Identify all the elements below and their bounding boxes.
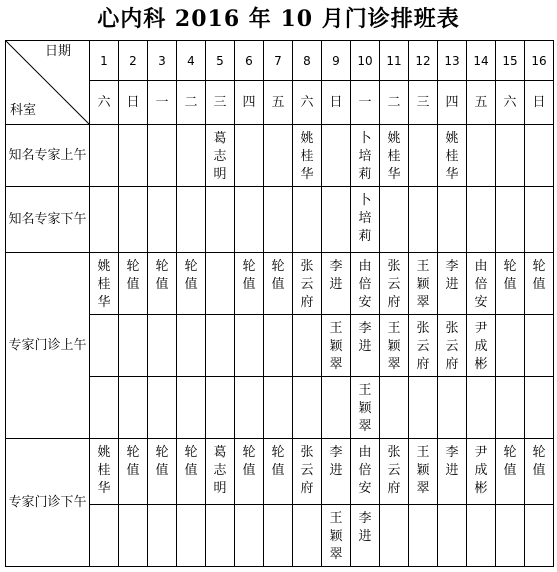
day-number-row: [6, 41, 554, 81]
schedule-row: [6, 253, 554, 315]
schedule-cell: [148, 439, 177, 505]
schedule-cell: [496, 125, 525, 187]
doctor-name: 李进: [329, 259, 343, 292]
schedule-cell: [90, 315, 119, 377]
schedule-row: [6, 125, 554, 187]
day-number: 5: [206, 41, 235, 81]
weekday-cell: 六: [293, 81, 322, 125]
schedule-cell: [351, 505, 380, 567]
doctor-name: 王颖翠: [329, 511, 343, 562]
schedule-cell: [148, 125, 177, 187]
doctor-name: 轮值: [155, 259, 169, 292]
department-label: 专家门诊上午: [6, 253, 90, 439]
doctor-name: 葛志明: [213, 445, 227, 496]
schedule-cell: [293, 187, 322, 253]
doctor-name: 卜培莉: [358, 131, 372, 182]
doctor-name: 王颖翠: [329, 321, 343, 372]
schedule-cell: [409, 505, 438, 567]
schedule-cell: [409, 315, 438, 377]
day-number: 4: [177, 41, 206, 81]
schedule-cell: [351, 253, 380, 315]
schedule-row: [6, 439, 554, 505]
schedule-cell: [148, 505, 177, 567]
doctor-name: 轮值: [126, 259, 140, 292]
weekday-cell: 六: [496, 81, 525, 125]
schedule-cell: [322, 377, 351, 439]
schedule-cell: [525, 439, 554, 505]
schedule-cell: [409, 125, 438, 187]
doctor-name: 轮值: [126, 445, 140, 478]
doctor-name: 轮值: [184, 259, 198, 292]
weekday-cell: 二: [177, 81, 206, 125]
schedule-cell: [119, 125, 148, 187]
schedule-cell: [351, 187, 380, 253]
day-number: 16: [525, 41, 554, 81]
schedule-cell: [119, 315, 148, 377]
weekday-cell: 二: [380, 81, 409, 125]
schedule-cell: [438, 439, 467, 505]
schedule-cell: [438, 377, 467, 439]
weekday-cell: 六: [90, 81, 119, 125]
schedule-cell: [322, 439, 351, 505]
doctor-name: 轮值: [503, 445, 517, 478]
doctor-name: 葛志明: [213, 131, 227, 182]
schedule-cell: [351, 125, 380, 187]
schedule-cell: [177, 253, 206, 315]
schedule-cell: [438, 125, 467, 187]
day-number: 1: [90, 41, 119, 81]
schedule-cell: [206, 253, 235, 315]
schedule-cell: [235, 439, 264, 505]
schedule-cell: [322, 187, 351, 253]
page-title: 心内科 2016 年 10 月门诊排班表: [97, 6, 460, 32]
schedule-cell: [177, 439, 206, 505]
schedule-cell: [496, 253, 525, 315]
schedule-cell: [206, 125, 235, 187]
weekday-cell: 三: [409, 81, 438, 125]
doctor-name: 李进: [358, 321, 372, 354]
doctor-name: 李进: [445, 259, 459, 292]
doctor-name: 轮值: [155, 445, 169, 478]
schedule-cell: [467, 439, 496, 505]
schedule-cell: [293, 505, 322, 567]
department-label: 知名专家上午: [6, 125, 90, 187]
schedule-cell: [235, 315, 264, 377]
schedule-cell: [438, 187, 467, 253]
day-number: 11: [380, 41, 409, 81]
day-number: 6: [235, 41, 264, 81]
doctor-name: 由倍安: [358, 259, 372, 310]
doctor-name: 尹成彬: [474, 321, 488, 372]
schedule-cell: [206, 505, 235, 567]
schedule-cell: [322, 505, 351, 567]
doctor-name: 姚桂华: [387, 131, 401, 182]
schedule-cell: [235, 377, 264, 439]
schedule-cell: [496, 505, 525, 567]
schedule-cell: [148, 253, 177, 315]
schedule-cell: [90, 125, 119, 187]
schedule-cell: [380, 187, 409, 253]
schedule-cell: [467, 125, 496, 187]
schedule-cell: [380, 315, 409, 377]
doctor-name: 王颖翠: [358, 383, 372, 434]
weekday-cell: 日: [119, 81, 148, 125]
schedule-cell: [293, 125, 322, 187]
day-number: 9: [322, 41, 351, 81]
doctor-name: 卜培莉: [358, 193, 372, 244]
schedule-cell: [409, 439, 438, 505]
schedule-cell: [119, 253, 148, 315]
schedule-cell: [467, 377, 496, 439]
date-header-label: 日期: [44, 44, 71, 59]
weekday-cell: 一: [351, 81, 380, 125]
schedule-cell: [351, 439, 380, 505]
schedule-cell: [177, 377, 206, 439]
doctor-name: 姚桂华: [445, 131, 459, 182]
schedule-cell: [322, 125, 351, 187]
schedule-cell: [177, 187, 206, 253]
schedule-cell: [264, 439, 293, 505]
department-label: 专家门诊下午: [6, 439, 90, 567]
schedule-cell: [264, 253, 293, 315]
schedule-cell: [467, 505, 496, 567]
weekday-cell: 三: [206, 81, 235, 125]
schedule-cell: [206, 187, 235, 253]
schedule-cell: [90, 377, 119, 439]
schedule-cell: [90, 187, 119, 253]
schedule-cell: [148, 187, 177, 253]
schedule-cell: [380, 505, 409, 567]
weekday-cell: 日: [322, 81, 351, 125]
schedule-cell: [235, 505, 264, 567]
doctor-name: 轮值: [242, 445, 256, 478]
doctor-name: 李进: [358, 511, 372, 544]
day-number: 3: [148, 41, 177, 81]
weekday-cell: 一: [148, 81, 177, 125]
doctor-name: 轮值: [271, 445, 285, 478]
schedule-cell: [409, 377, 438, 439]
schedule-cell: [467, 253, 496, 315]
day-number: 13: [438, 41, 467, 81]
schedule-cell: [264, 377, 293, 439]
schedule-cell: [467, 187, 496, 253]
doctor-name: 王颖翠: [387, 321, 401, 372]
schedule-cell: [235, 253, 264, 315]
doctor-name: 轮值: [532, 445, 546, 478]
schedule-cell: [438, 505, 467, 567]
doctor-name: 轮值: [242, 259, 256, 292]
schedule-cell: [496, 315, 525, 377]
schedule-cell: [206, 315, 235, 377]
doctor-name: 尹成彬: [474, 445, 488, 496]
schedule-cell: [119, 439, 148, 505]
schedule-cell: [90, 505, 119, 567]
schedule-cell: [525, 187, 554, 253]
doctor-name: 王颖翠: [416, 259, 430, 310]
weekday-cell: 五: [264, 81, 293, 125]
schedule-cell: [380, 253, 409, 315]
doctor-name: 由倍安: [358, 445, 372, 496]
schedule-cell: [496, 377, 525, 439]
day-number: 7: [264, 41, 293, 81]
day-number: 15: [496, 41, 525, 81]
doctor-name: 李进: [445, 445, 459, 478]
weekday-cell: 四: [438, 81, 467, 125]
schedule-cell: [525, 125, 554, 187]
schedule-cell: [119, 187, 148, 253]
schedule-cell: [235, 187, 264, 253]
schedule-cell: [293, 253, 322, 315]
schedule-cell: [293, 439, 322, 505]
schedule-cell: [380, 439, 409, 505]
schedule-cell: [409, 253, 438, 315]
schedule-table: [5, 40, 554, 567]
doctor-name: 张云府: [300, 445, 314, 496]
doctor-name: 王颖翠: [416, 445, 430, 496]
doctor-name: 张云府: [445, 321, 459, 372]
dept-header-label: 科室: [10, 103, 37, 118]
schedule-cell: [235, 125, 264, 187]
schedule-cell: [496, 439, 525, 505]
schedule-cell: [119, 505, 148, 567]
schedule-cell: [264, 187, 293, 253]
schedule-cell: [293, 315, 322, 377]
department-label: 知名专家下午: [6, 187, 90, 253]
doctor-name: 姚桂华: [97, 445, 111, 496]
day-number: 12: [409, 41, 438, 81]
doctor-name: 张云府: [300, 259, 314, 310]
schedule-cell: [467, 315, 496, 377]
doctor-name: 张云府: [387, 259, 401, 310]
schedule-cell: [148, 377, 177, 439]
schedule-cell: [525, 253, 554, 315]
schedule-cell: [90, 439, 119, 505]
schedule-cell: [525, 377, 554, 439]
doctor-name: 轮值: [184, 445, 198, 478]
schedule-cell: [177, 125, 206, 187]
schedule-cell: [177, 315, 206, 377]
schedule-cell: [380, 125, 409, 187]
doctor-name: 张云府: [387, 445, 401, 496]
corner-header: [6, 41, 90, 125]
schedule-cell: [90, 253, 119, 315]
day-number: 14: [467, 41, 496, 81]
weekday-cell: 四: [235, 81, 264, 125]
weekday-cell: 五: [467, 81, 496, 125]
schedule-cell: [351, 315, 380, 377]
schedule-cell: [525, 315, 554, 377]
doctor-name: 轮值: [503, 259, 517, 292]
schedule-cell: [409, 187, 438, 253]
schedule-cell: [438, 253, 467, 315]
schedule-cell: [177, 505, 206, 567]
schedule-cell: [438, 315, 467, 377]
day-number: 2: [119, 41, 148, 81]
schedule-cell: [264, 315, 293, 377]
schedule-cell: [206, 439, 235, 505]
schedule-cell: [322, 315, 351, 377]
schedule-cell: [293, 377, 322, 439]
schedule-cell: [264, 125, 293, 187]
schedule-cell: [119, 377, 148, 439]
schedule-cell: [351, 377, 380, 439]
doctor-name: 由倍安: [474, 259, 488, 310]
doctor-name: 姚桂华: [300, 131, 314, 182]
doctor-name: 张云府: [416, 321, 430, 372]
weekday-cell: 日: [525, 81, 554, 125]
schedule-cell: [148, 315, 177, 377]
schedule-cell: [322, 253, 351, 315]
schedule-cell: [380, 377, 409, 439]
doctor-name: 李进: [329, 445, 343, 478]
day-number: 8: [293, 41, 322, 81]
day-number: 10: [351, 41, 380, 81]
doctor-name: 轮值: [271, 259, 285, 292]
schedule-row: [6, 187, 554, 253]
schedule-cell: [264, 505, 293, 567]
schedule-cell: [206, 377, 235, 439]
schedule-cell: [525, 505, 554, 567]
schedule-cell: [496, 187, 525, 253]
doctor-name: 轮值: [532, 259, 546, 292]
doctor-name: 姚桂华: [97, 259, 111, 310]
